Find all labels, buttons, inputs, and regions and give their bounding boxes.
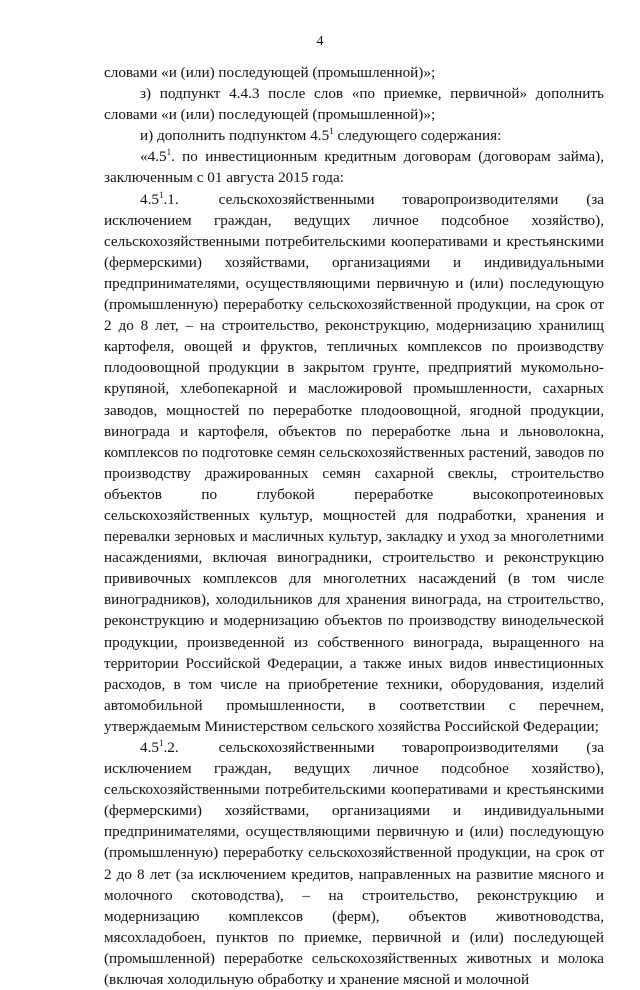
paragraph-text-end: следующего содержания: xyxy=(333,127,502,145)
paragraph-subclause-1 xyxy=(104,189,604,737)
superscript: 1 xyxy=(158,738,164,748)
paragraph-text-start: «4.5 xyxy=(140,148,167,166)
superscript: 1 xyxy=(329,126,334,137)
subclause-number-suffix: .1. xyxy=(163,190,179,208)
superscript: 1 xyxy=(158,189,164,200)
paragraph-text-end: . по инвестиционным кредитным договорам (договорам займа), заключенным с 01 августа 2015 года: xyxy=(104,148,604,187)
paragraph-item-z xyxy=(104,83,604,125)
subclause-number: 4.5 xyxy=(140,739,159,756)
paragraph-text: сельскохозяйственными товаропроизводителями (за исключением граждан, ведущих личное подсобное хозяйство), сельскохозяйственными потребительскими кооперативами и крестьянскими (фермерскими) хозяйствами, организациями и индивидуальными предпринимателями, осуществляющими первичную и (или) последующую (промышленную) переработку сельскохозяйственной продукции, на срок от 2 до 8 лет, – на строительство, реконструкцию, модернизацию хранилищ картофеля, овощей и фруктов, тепличных комплексов по производству плодоовощной продукции в закрытом грунте, предприятий мукомольно-крупяной, хлебопекарной и масложировой промышленности, сахарных заводов, мощностей по переработке плодоовощной, ягодной продукции, винограда и картофеля, объектов по переработке льна и льноволокна, комплексов по подготовке семян сельскохозяйственных растений, заводов по производству дражированных семян сахарной свеклы, строительство объектов по глубокой переработке высокопротеиновых сельскохозяйственных культур, мощностей для подработки, хранения и перевалки зерновых и масличных культур, закладку и уход за многолетними насаждениями, включая виноградники, строительство и реконструкцию прививочных комплексов для многолетних насаждений (в том числе виноградников), холодильников для хранения винограда, на строительство, реконструкцию и модернизацию объектов по производству винодельческой продукции, произведенной из собственного винограда, выращенного на территории Российской Федерации, а также иных видов инвестиционных расходов, в том числе на приобретение техники, оборудования, изделий автомобильной промышленности, в соответствии с перечнем, утверждаемым Министерством сельского хозяйства Российской Федерации; xyxy=(104,190,604,735)
paragraph-text-start: и) дополнить подпунктом 4.5 xyxy=(140,127,330,145)
paragraph-item-i xyxy=(104,125,604,146)
paragraph-continuation xyxy=(104,62,604,83)
paragraph-clause-heading xyxy=(104,146,604,188)
superscript: 1 xyxy=(166,147,172,158)
paragraph-subclause-2 xyxy=(104,737,604,990)
paragraph-text: словами «и (или) последующей (промышленной)»; xyxy=(104,64,436,81)
document-body xyxy=(104,62,604,990)
paragraph-text: сельскохозяйственными товаропроизводителями (за исключением граждан, ведущих личное подсобное хозяйство), сельскохозяйственными потребительскими кооперативами и крестьянскими (фермерскими) хозяйствами, организациями и индивидуальными предпринимателями, осуществляющими первичную и (или) последующую (промышленную) переработку сельскохозяйственной продукции, на срок от 2 до 8 лет (за исключением кредитов, направленных на развитие мясного и молочного скотоводства), – на строительство, реконструкцию и модернизацию комплексов (ферм), объектов животноводства, мясохладобоен, пунктов по приемке, первичной и (или) последующей (промышленной) переработке сельскохозяйственных животных и молока (включая холодильную обработку и хранение мясной и молочной xyxy=(104,739,604,989)
paragraph-text: з) подпункт 4.4.3 после слов «по приемке, первичной» дополнить словами «и (или) последующей (промышленной)»; xyxy=(104,85,604,124)
subclause-number-suffix: .2. xyxy=(163,739,179,756)
subclause-number: 4.5 xyxy=(140,190,159,208)
page-number: 4 xyxy=(316,34,324,49)
